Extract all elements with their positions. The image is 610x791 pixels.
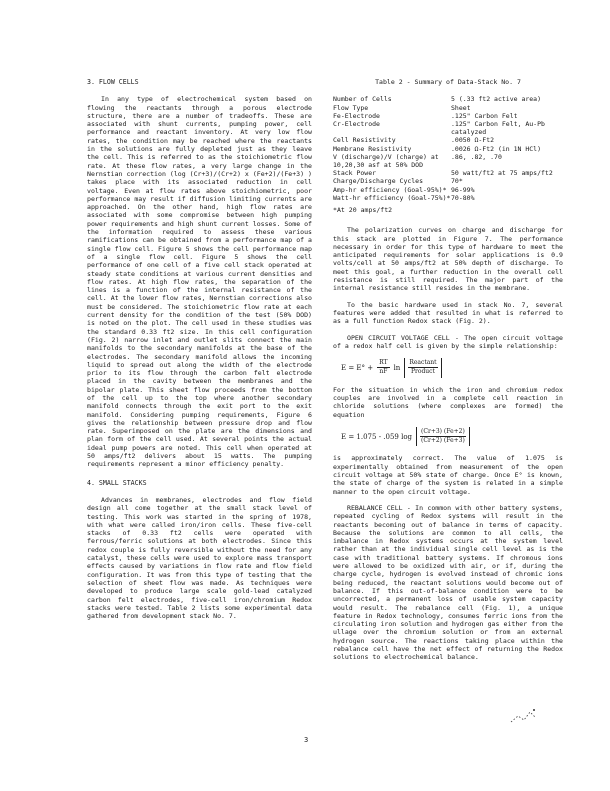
table-row-label: Membrane Resistivity xyxy=(333,144,412,153)
left-column xyxy=(87,78,312,628)
scan-speck-mark xyxy=(506,704,546,730)
eq1-ln: ln xyxy=(393,363,401,372)
table-row-value: .0050 Ω-Ft2 xyxy=(451,136,495,145)
ocv-paragraph: OPEN CIRCUIT VOLTAGE CELL - The open circuit voltage of a redox half cell is given by the simple relationship: xyxy=(333,333,563,350)
table-row-label: V (discharge)/V (charge) at 10,20,30 asf at 50% DOD xyxy=(333,152,439,169)
table-row-label: Number of Cells xyxy=(333,95,392,104)
approx-correct-paragraph: is approximately correct. The value of 1.075 is experimentally obtained from measurement of the open circuit voltage at 50% state of charge. Once E° is known, the state of charge of the system is related in a simple manner to the open circuit voltage. xyxy=(333,454,563,496)
table-row-label: Stack Power xyxy=(333,169,377,178)
eq2-bracket xyxy=(416,427,470,447)
eq1-bracket xyxy=(404,358,441,378)
eq2-bracket-denominator: (Cr+2) (Fe+3) xyxy=(421,437,465,445)
page-number: 3 xyxy=(304,736,309,744)
table-row xyxy=(333,104,563,112)
table-row xyxy=(333,177,563,185)
table-row-value: Sheet xyxy=(451,103,471,112)
table-row-value: 70-80% xyxy=(451,193,475,202)
table-row-label: Fe-Electrode xyxy=(333,111,380,120)
table-row-label: Flow Type xyxy=(333,103,369,112)
table-row-value: 70* xyxy=(451,177,463,186)
table-row xyxy=(333,153,563,169)
table-row-value: .0026 Ω-Ft2 (in 1N HCl) xyxy=(451,144,542,153)
table-row-label: Charge/Discharge Cycles xyxy=(333,177,424,186)
table-row xyxy=(333,136,563,144)
eq2-lhs: E = 1.075 - .059 log xyxy=(341,432,413,441)
table-row xyxy=(333,95,563,103)
eq1-lhs: E = E° + xyxy=(341,363,374,372)
table-row-value: 5 (.33 ft2 active area) xyxy=(451,95,542,104)
eq1-fraction xyxy=(377,359,389,377)
section-3-heading: 3. FLOW CELLS xyxy=(87,78,139,86)
full-function-paragraph: To the basic hardware used in stack No. 7, several features were added that resulted in what is referred to as a full function Redox stack (Fig. 2). xyxy=(333,300,563,326)
table-row xyxy=(333,112,563,120)
table-row-value: .125" Carbon Felt, Au-Pb catalyzed xyxy=(451,119,545,137)
eq1-bracket-denominator: Product xyxy=(410,368,435,376)
section-4-heading: 4. SMALL STACKS xyxy=(87,478,147,487)
table-row-value: .125" Carbon Felt xyxy=(451,111,518,120)
polarization-paragraph: The polarization curves on charge and discharge for this stack are plotted in Figure 7. The performance necessary in order for this type of hardware to meet the anticipated requirements for solar applications is 0.9 volts/cell at 50 amps/ft2 at 50% depth of discharge. To meet this goal, a further reduction in the overall cell resistance is still required. The major part of the internal resistance still resides in the membrane. xyxy=(333,226,563,293)
right-column xyxy=(333,78,563,670)
equation-nernst xyxy=(341,358,563,378)
eq2-bracket-numerator: (Cr+3) (Fe+2) xyxy=(420,428,466,437)
table-2-footnote: *At 20 amps/ft2 xyxy=(333,205,393,214)
table-row-label: Watt-hr efficiency (Goal-75%)* xyxy=(333,193,451,202)
table-row xyxy=(333,186,563,194)
table-row-value: 50 watt/ft2 at 75 amps/ft2 xyxy=(451,169,553,178)
table-row xyxy=(333,169,563,177)
table-row xyxy=(333,194,563,202)
table-row-label: Amp-hr efficiency (Goal-95%)* xyxy=(333,185,447,194)
eq1-numerator: RT xyxy=(377,359,389,368)
table-row-value: 96-99% xyxy=(451,185,475,194)
flow-cells-paragraph: In any type of electrochemical system based on flowing the reactants through a porous electrode structure, there are a number of tradeoffs. These are associated with shunt currents, pumping power, cell performance and reactant inventory. At very low flow rates, the condition may be reached where the reactants in the solutions are fully depleted just as they leave the cell. This is referred to as the stoichiometric flow rate. At these flow rates, a very large change in the Nernstian correction (log (Cr+3)/(Cr+2) x (Fe+2)/(Fe+3) ) takes place with its associated reduction in cell voltage. Even at flow rates above stoichiometric, poor performance may result if diffusion limiting currents are approached. On the other hand, high flow rates are associated with some compromise between high pumping power requirements and high shunt current losses. Some of the information required to assess these various ramifications can be obtained from a performance map of a single flow cell. Figure 5 shows the cell performance map of a single flow cell. Figure 5 shows the cell performance of one cell of a five cell stack operated at steady state conditions at various current densities and flow rates. At high flow rates, the separation of the lines is a function of the internal resistance of the cell. At the lower flow rates, Nernstian corrections also must be considered. The stoichiometric flow rate at each current density for the condition of the test (50% DOD) is noted on the plot. The cell used in these studies was the standard 0.33 ft2 size. In this cell configuration (Fig. 2) narrow inlet and outlet slits connect the main manifolds to the secondary manifolds at the base of the electrodes. The secondary manifold allows the incoming liquid to spread out along the width of the electrode prior to its flow through the carbon felt electrode placed in the cavity between the membranes and the bipolar plate. This sheet flow proceeds from the bottom of the cell up to the top where another secondary manifold connects through the exit port to the exit manifold. Considering pumping requirements, Figure 6 gives the relationship between pressure drop and flow rate. Superimposed on the plate are the dimensions and plan form of the cell used. At several points the actual ideal pump powers are noted. This cell when operated at 50 amps/ft2 delivers about 15 watts. The pumping requirements represent a minor efficiency penalty. xyxy=(87,95,312,469)
eq1-bracket-numerator: Reactant xyxy=(408,359,437,368)
table-2 xyxy=(333,95,563,202)
chloride-paragraph: For the situation in which the iron and chromium redox couples are involved in a complete cell reaction in chloride solutions (where complexes are formed) the equation xyxy=(333,385,563,419)
table-row xyxy=(333,120,563,136)
rebalance-paragraph: REBALANCE CELL - In common with other battery systems, repeated cycling of Redox systems will result in the reactants becoming out of balance in terms of capacity. Because the solutions are common to all cells, the imbalance in Redox systems occurs at the system level rather than at the individual single cell level as is the case with traditional battery systems. If chromous ions were allowed to be oxidized with air, or if, during the charge cycle, hydrogen is evolved instead of chromic ions being reduced, the reactant solutions would become out of balance. If this out-of-balance condition were to be uncorrected, a permanent loss of usable system capacity would result. The rebalance cell (Fig. 1), a unique feature in Redox technology, consumes ferric ions from the circulating iron solution and hydrogen gas either from the ullage over the chromium solution or from an external hydrogen source. The reactions taking place within the rebalance cell have the net effect of returning the Redox solutions to electrochemical balance. xyxy=(333,503,563,662)
table-row-label: Cr-Electrode xyxy=(333,119,380,128)
eq1-denominator: nF xyxy=(379,368,388,376)
table-row-value: .86, .82, .70 xyxy=(451,152,502,161)
table-row-label: Cell Resistivity xyxy=(333,136,396,145)
table-row xyxy=(333,145,563,153)
table-2-caption: Table 2 - Summary of Data-Stack No. 7 xyxy=(375,78,521,86)
equation-cell-voltage xyxy=(341,427,563,447)
small-stacks-paragraph: Advances in membranes, electrodes and flow field design all come together at the small stack level of testing. This work was started in the spring of 1978, with what were called iron/iron cells. These five-cell stacks of 0.33 ft2 cells were operated with ferrous/ferric solutions at both electrodes. Since this redox couple is fully reversible without the need for any catalyst, these cells were used to explore mass transport effects caused by variations in flow rate and flow field configuration. It was from this type of testing that the selection of sheet flow was made. As techniques were developed to produce large scale gold-lead catalyzed carbon felt electrodes, five-cell iron/chromium Redox stacks were tested. Table 2 lists some experimental data gathered from development stack No. 7. xyxy=(87,495,312,621)
